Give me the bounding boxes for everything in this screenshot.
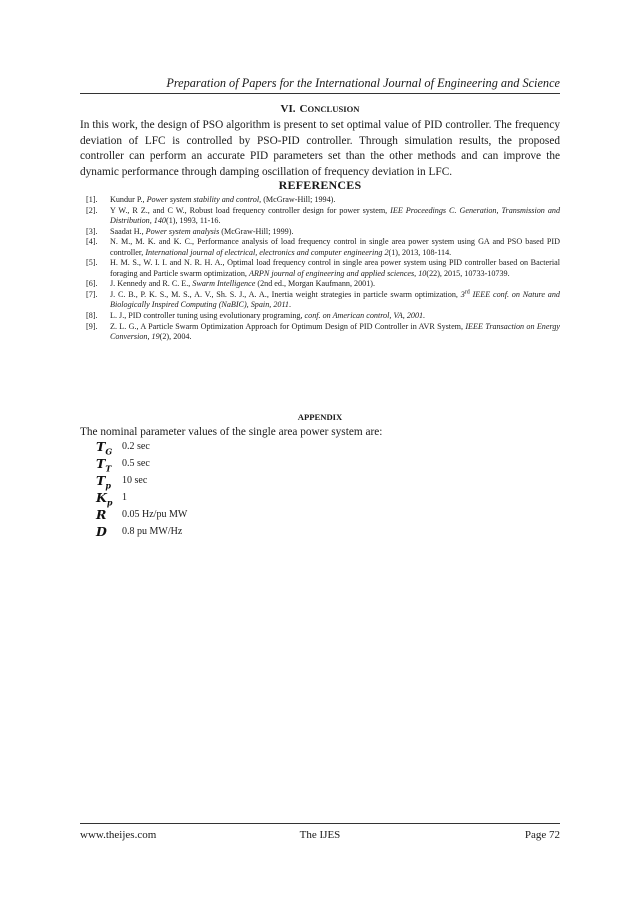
reference-item: [4]. N. M., M. K. and K. C., Performance analysis of load frequency control in single area power system using GA and PSO based PID controller, International journal of electrical, electronics and computer engineering 2(1), 2013, 108-114.: [86, 237, 560, 257]
conclusion-paragraph: In this work, the design of PSO algorithm is present to set optimal value of PID controller. The frequency deviation of LFC is controlled by PSO-PID controller. Through simulation results, the proposed controller can perform an accurate PID parameters set than the other methods and can improve the dynamic performance through damping oscillation of frequency deviation in LFC.: [80, 119, 560, 178]
section-number: VI.: [280, 103, 296, 115]
parameter-value: 0.8 pu MW/Hz: [122, 526, 183, 537]
footer-page-number: Page 72: [524, 829, 560, 841]
parameter-value: 1: [122, 492, 127, 503]
reference-item: [7]. J. C. B., P. K. S., M. S., A. V., Sh. S. J., A. A., Inertia weight strategies in particle swarm optimization, 3rd IEEE conf. on Nature and Biologically Inspired Computing (NaBIC), Spain, 2011.: [86, 289, 560, 310]
conclusion-heading: [80, 103, 560, 115]
reference-item: [3]. Saadat H., Power system analysis (McGraw-Hill; 1999).: [86, 226, 294, 236]
reference-number: [5].: [86, 258, 98, 268]
section-title-rest: ONCLUSION: [307, 104, 360, 114]
parameter-symbol: $T_T$: [96, 456, 112, 474]
parameter-value: 0.2 sec: [122, 441, 150, 452]
header-rule: [80, 93, 560, 94]
reference-number: [2].: [86, 205, 98, 215]
appendix-intro: The nominal parameter values of the single area power system are:: [80, 426, 383, 438]
parameter-symbol: R: [96, 507, 107, 522]
running-header: Preparation of Papers for the International Journal of Engineering and Science: [166, 76, 560, 90]
parameter-symbol: $T_G$: [96, 439, 113, 457]
parameter-value: 10 sec: [122, 475, 148, 486]
parameter-value: 0.05 Hz/pu MW: [122, 509, 188, 520]
parameter-value: 0.5 sec: [122, 458, 150, 469]
footer-website-link[interactable]: www.theijes.com: [80, 829, 157, 841]
parameter-symbol: $K_p$: [96, 490, 113, 508]
footer-rule: [80, 823, 560, 824]
reference-number: [8].: [86, 311, 98, 321]
references-list: [86, 195, 560, 343]
parameter-symbol: D: [96, 524, 107, 539]
footer-journal: The IJES: [299, 829, 341, 841]
section-title-initial: C: [299, 103, 308, 115]
reference-item: [5]. H. M. S., W. I. I. and N. R. H. A., Optimal load frequency control in single area power system using PID controller based on Bacterial foraging and Particle swarm optimization, ARPN journal of engineering and applied sciences, 10(22), 2015, 10733-10739.: [86, 258, 560, 278]
reference-number: [4].: [86, 237, 98, 247]
parameter-symbol: $T_p$: [96, 473, 111, 491]
reference-item: [1]. Kundur P., Power system stability and control, (McGraw-Hill; 1994).: [86, 195, 336, 204]
reference-number: [7].: [86, 289, 98, 299]
reference-number: [6].: [86, 279, 98, 289]
reference-item: [6]. J. Kennedy and R. C. E., Swarm Intelligence (2nd ed., Morgan Kaufmann, 2001).: [86, 279, 375, 289]
appendix-heading: APPENDIX: [297, 412, 343, 422]
reference-number: [9].: [86, 321, 98, 331]
reference-number: [1].: [86, 195, 98, 204]
references-heading: REFERENCES: [278, 178, 362, 192]
reference-number: [3].: [86, 226, 98, 236]
reference-item: [8]. L. J., PID controller tuning using evolutionary programing, conf. on American control, VA, 2001.: [86, 311, 426, 321]
reference-item: [2]. Y W., R Z., and C W., Robust load frequency controller design for power system, IEE Proceedings C. Generation, Transmission and Distribution, 140(1), 1993, 11-16.: [86, 205, 561, 226]
reference-item: [9]. Z. L. G., A Particle Swarm Optimization Approach for Optimum Design of PID Controller in AVR System, IEEE Transaction on Energy Conversion, 19(2), 2004.: [86, 321, 560, 342]
